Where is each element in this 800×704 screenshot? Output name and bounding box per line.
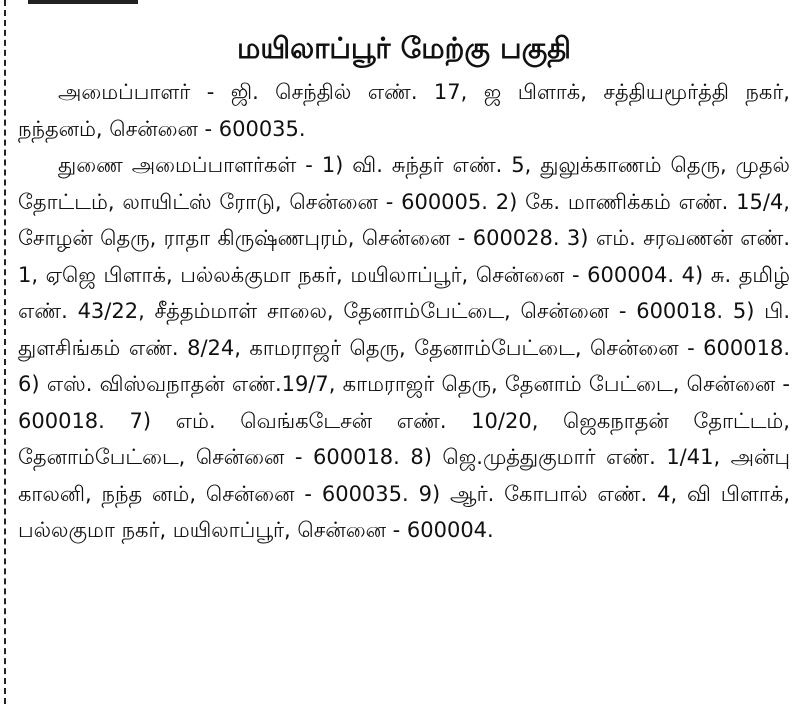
dashed-column-border [4, 0, 6, 704]
deputy-organizers-paragraph: துணை அமைப்பாளர்கள் - 1) வி. சுந்தர் எண். 5, துலுக்காணம் தெரு, முதல் தோட்டம், லாயிட்ஸ் ரோடு, சென்னை - 600005. 2) கே. மாணிக்கம் எண். 15/4, சோழன் தெரு, ராதா கிருஷ்ணபுரம், சென்னை - 600028. 3) எம். சரவணன் எண். 1, ஏஜெ பிளாக், பல்லக்குமா நகர், மயிலாப்பூர், சென்னை - 600004. 4) சு. தமிழ் எண். 43/22, சீத்தம்மாள் சாலை, தேனாம்பேட்டை, சென்னை - 600018. 5) பி. துளசிங்கம் எண். 8/24, காமராஜர் தெரு, தேனாம்பேட்டை, சென்னை - 600018. 6) எஸ். விஸ்வநாதன் எண்.19/7, காமராஜர் தெரு, தேனாம் பேட்டை, சென்னை - 600018. 7) எம். வெங்கடேசன் எண். 10/20, ஜெகநாதன் தோட்டம், தேனாம்பேட்டை, சென்னை - 600018. 8) ஜெ.முத்துகுமார் எண். 1/41, அன்பு காலனி, நந்த னம், சென்னை - 600035. 9) ஆர். கோபால் எண். 4, வி பிளாக், பல்லகுமா நகர், மயிலாப்பூர், சென்னை - 600004. [18, 153, 791, 542]
section-heading: மயிலாப்பூர் மேற்கு பகுதி [237, 31, 571, 65]
top-rule [28, 0, 138, 4]
article [18, 26, 790, 549]
organizer-paragraph: அமைப்பாளர் - ஜி. செந்தில் எண். 17, ஜ பிளாக், சத்தியமூர்த்தி நகர், நந்தனம், சென்னை - 600035. [18, 80, 790, 141]
